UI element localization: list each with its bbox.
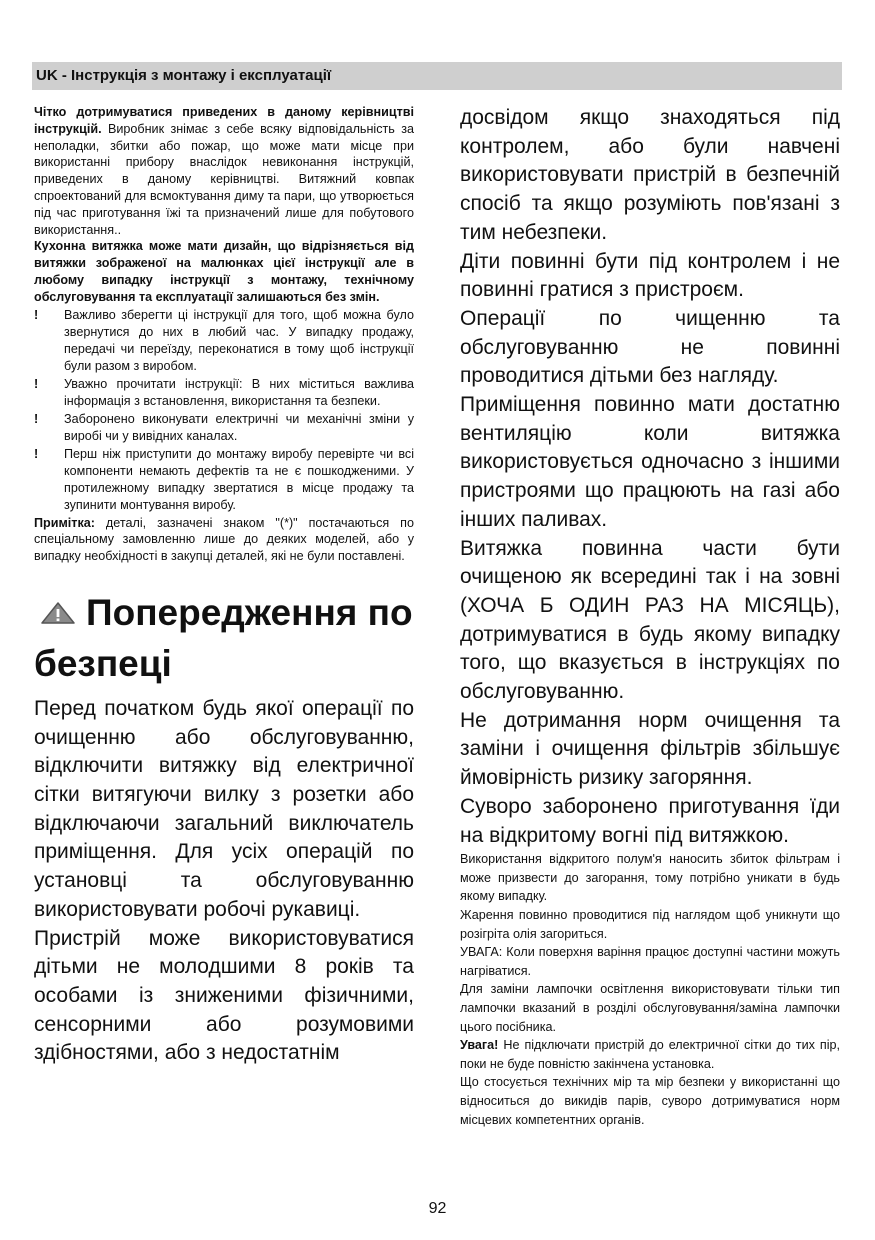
list-item-text: Важливо зберегти ці інструкції для того, щоб можна було звернутися до них в любий час. У випадку продажу, передачі чи переїзду, переконатися в тому щоб інструкції були разом з виробом. xyxy=(64,307,414,373)
safety-paragraph-1: Перед початком будь якої операції по очищенню або обслуговуванню, відключити витяжку від електричної сітки витягуючи вилку з розетки або відключаючи загальний виключатель приміщення. Для усіх операцій по установці та обслуговуванню використовувати робочі рукавиці. xyxy=(34,696,414,921)
left-column xyxy=(34,104,414,1068)
list-item xyxy=(34,307,414,375)
page-header xyxy=(32,62,842,90)
right-small-paragraph-4: Для заміни лампочки освітлення використовувати тільки тип лампочки вказаний в розділі обслуговування/заміна лампочки цього посібника. xyxy=(460,982,840,1034)
note-label: Примітка: xyxy=(34,515,95,530)
attention-text: Не підключати пристрій до електричної сітки до тих пір, поки не буде повністю закінчена установка. xyxy=(460,1038,840,1071)
right-small-paragraph-6: Що стосується технічних мір та мір безпеки у використанні що відноситься до викидів парів, суворо дотримуватися норм місцевих компетентних органів. xyxy=(460,1075,840,1127)
right-paragraph-5: Витяжка повинна части бути очищеною як всередині так і на зовні (ХОЧА Б ОДИН РАЗ НА МІСЯЦЬ), дотримуватися в будь якому випадку того, що вказується в інструкціях по обслуговуванню. xyxy=(460,536,840,704)
exclamation-icon: ! xyxy=(34,376,39,391)
warnings-list xyxy=(34,307,414,514)
right-paragraph-4: Приміщення повинно мати достатню вентиляцію коли витяжка використовується одночасно з іншими пристроями що працюють на газі або інших паливах. xyxy=(460,393,840,531)
right-paragraph-2: Діти повинні бути під контролем і не повинні гратися з пристроєм. xyxy=(460,249,840,302)
design-paragraph: Кухонна витяжка може мати дизайн, що відрізняється від витяжки зображеної на малюнках цієї інструкції але в любому випадку інструкції з монтажу, технічному обслуговування та експлуатації залишаються без змін. xyxy=(34,239,414,304)
list-item-text: Перш ніж приступити до монтажу виробу перевірте чи всі компоненти немають дефектів та не є пошкодженими. У протилежному випадку звертатися в місце продажу та зупинити монтування виробу. xyxy=(64,446,414,512)
note-paragraph xyxy=(34,515,414,565)
right-paragraph-1: досвідом якщо знаходяться під контролем, або були навчені використовувати пристрій в безпечній спосіб та якщо розуміють пов'язані з тим небезпеки. xyxy=(460,106,840,244)
note-text: деталі, зазначені знаком "(*)" постачаються по спеціальному замовленню лише до деяких моделей, або у випадку необхідності в закупці деталей, які не були поставлені. xyxy=(34,515,414,564)
section-title-text: Попередження по безпеці xyxy=(34,591,413,684)
right-paragraph-6: Не дотримання норм очищення та заміни і очищення фільтрів збільшує ймовірність ризику загоряння. xyxy=(460,708,840,790)
exclamation-icon: ! xyxy=(34,446,39,461)
right-small-paragraph-1: Використання відкритого полум'я наносить збиток фільтрам і може призвести до загорання, тому потрібно уникати в будь якому випадку. xyxy=(460,852,840,904)
page-number: 92 xyxy=(428,1200,447,1217)
right-paragraph-3: Операції по чищенню та обслуговуванню не повинні проводитися дітьми без нагляду. xyxy=(460,306,840,388)
header-title: UK - Інструкція з монтажу і експлуатації xyxy=(36,67,332,84)
right-small-paragraph-3: УВАГА: Коли поверхня варіння працює доступні частини можуть нагріватися. xyxy=(460,945,840,978)
right-small-paragraph-2: Жарення повинно проводитися під наглядом щоб уникнути що розігріта олія загориться. xyxy=(460,908,840,941)
list-item xyxy=(34,411,414,445)
list-item-text: Уважно прочитати інструкції: В них міститься важлива інформація з встановлення, використання та безпеки. xyxy=(64,376,414,408)
intro-text: Виробник знімає з себе всяку відповідальність за неполадки, збитки або пожар, що може мати місце при використанні прибору внаслідок невиконання інструкцій, приведених в даному керівництві. Витяжний ковпак спроектований для всмоктування диму та пари, що утворюється під час приготування їжі та призначений лише для побутового використання.. xyxy=(34,121,414,237)
right-paragraph-7: Суворо заборонено приготування їди на відкритому вогні під витяжкою. xyxy=(460,794,840,847)
right-column xyxy=(460,104,840,1129)
section-title xyxy=(34,587,414,689)
right-small-paragraph-5 xyxy=(460,1036,840,1073)
attention-label: Увага! xyxy=(460,1038,499,1053)
warning-triangle-icon xyxy=(40,587,76,638)
list-item xyxy=(34,446,414,514)
exclamation-icon: ! xyxy=(34,307,39,322)
safety-paragraph-2: Пристрій може використовуватися дітьми не молодшими 8 років та особами із зниженими фізичними, сенсорними або розумовими здібностями, або з недостатнім xyxy=(34,926,414,1065)
exclamation-icon: ! xyxy=(34,411,39,426)
list-item xyxy=(34,376,414,410)
list-item-text: Заборонено виконувати електричні чи механічні зміни у виробі чи у вивідних каналах. xyxy=(64,411,414,443)
intro-paragraph xyxy=(34,104,414,238)
intro-bold: Чітко дотримуватися приведених в даному керівництві інструкцій. xyxy=(34,105,414,136)
